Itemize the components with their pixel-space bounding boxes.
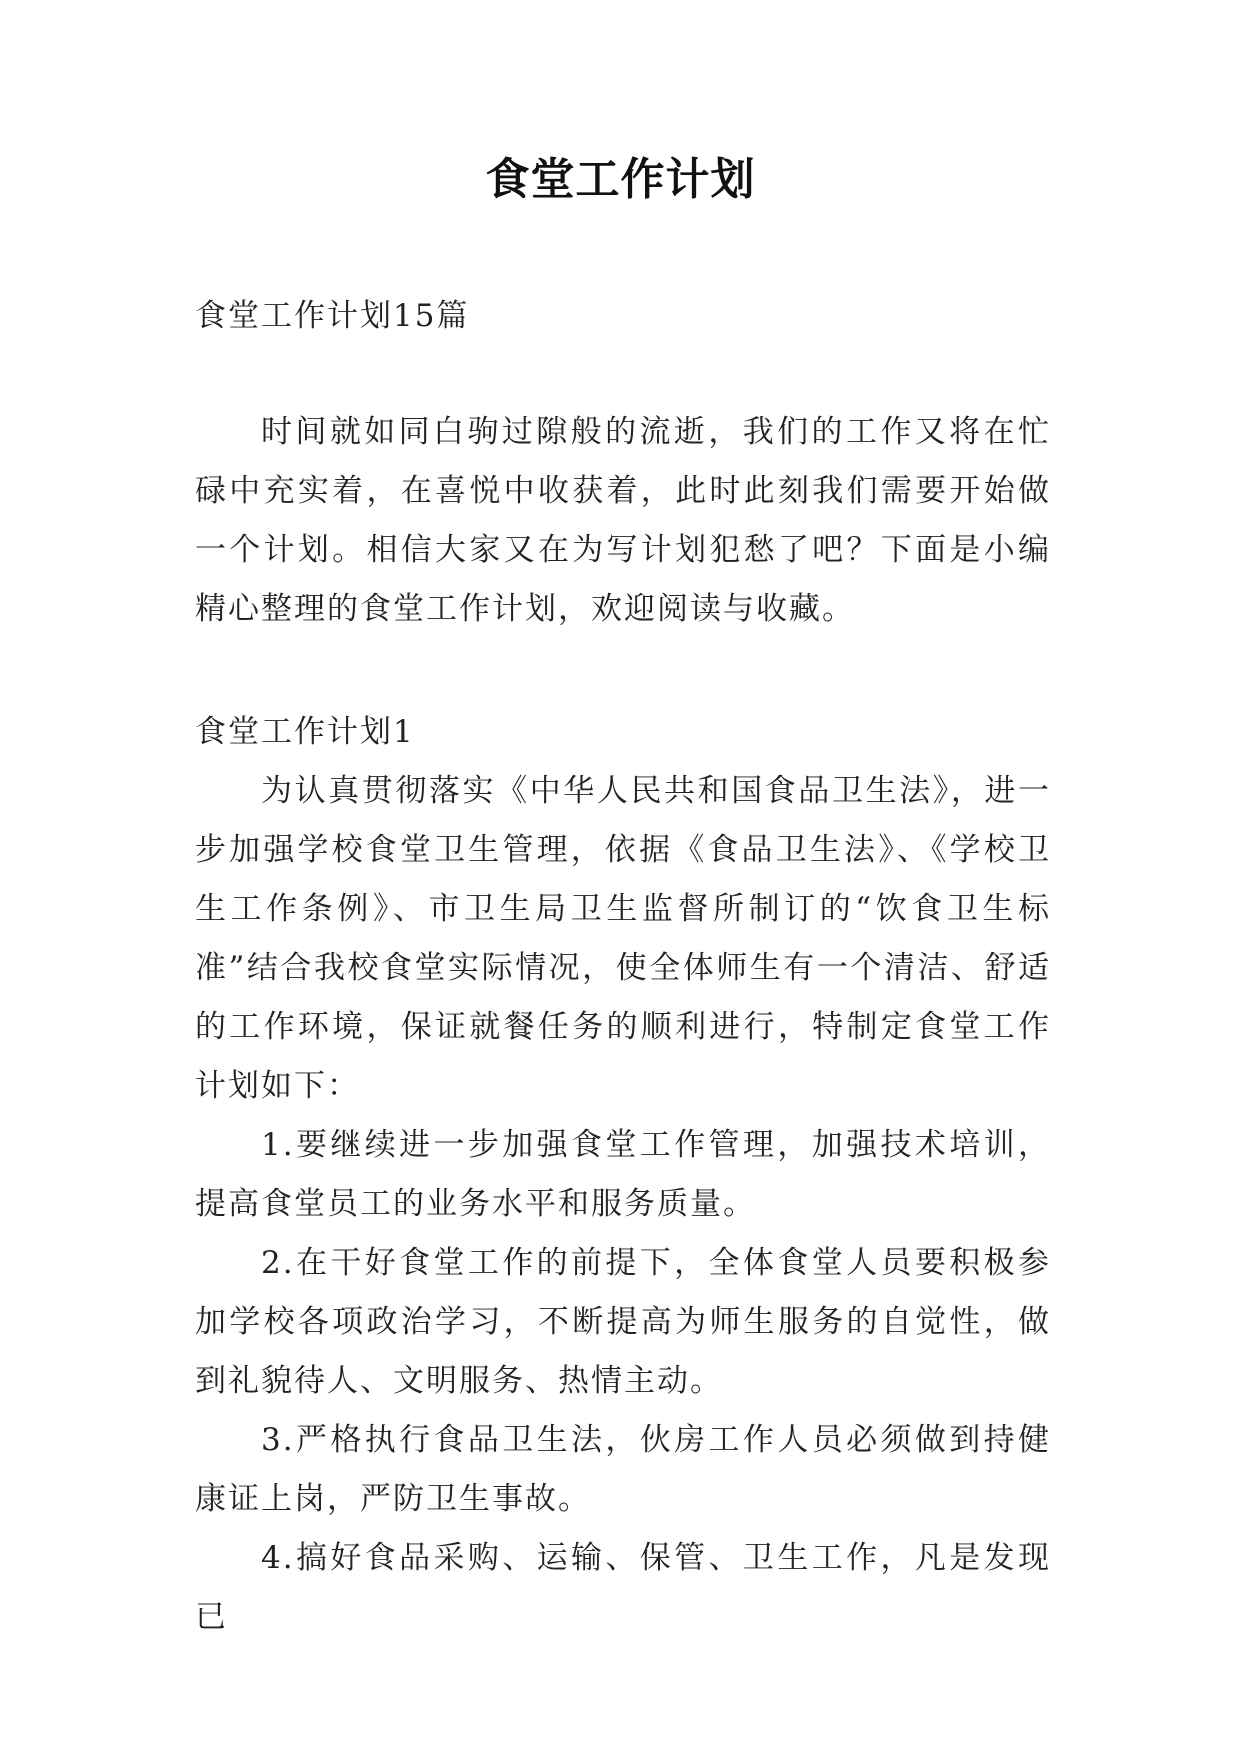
subtitle-block	[195, 287, 1051, 346]
document-title: 食堂工作计划	[485, 154, 756, 205]
body-paragraph-5: 4.搞好食品采购、运输、保管、卫生工作，凡是发现已	[195, 1540, 1051, 1635]
body-paragraph-3: 2.在干好食堂工作的前提下，全体食堂人员要积极参加学校各项政治学习，不断提高为师生服务的自觉性，做到礼貌待人、文明服务、热情主动。	[195, 1245, 1051, 1399]
document-subtitle: 食堂工作计划15篇	[195, 298, 470, 334]
body-paragraph-4: 3.严格执行食品卫生法，伙房工作人员必须做到持健康证上岗，严防卫生事故。	[195, 1422, 1051, 1517]
section-block	[195, 703, 1051, 1647]
body-paragraph-1: 为认真贯彻落实《中华人民共和国食品卫生法》，进一步加强学校食堂卫生管理，依据《食品卫生法》、《学校卫生工作条例》、市卫生局卫生监督所制订的“饮食卫生标准”结合我校食堂实际情况，使全体师生有一个清洁、舒适的工作环境，保证就餐任务的顺利进行，特制定食堂工作计划如下：	[195, 773, 1051, 1104]
intro-block	[195, 403, 1051, 639]
intro-paragraph: 时间就如同白驹过隙般的流逝，我们的工作又将在忙碌中充实着，在喜悦中收获着，此时此刻我们需要开始做一个计划。相信大家又在为写计划犯愁了吧？下面是小编精心整理的食堂工作计划，欢迎阅读与收藏。	[195, 414, 1051, 627]
body-paragraph-2: 1.要继续进一步加强食堂工作管理，加强技术培训，提高食堂员工的业务水平和服务质量。	[195, 1127, 1051, 1222]
section-heading: 食堂工作计划1	[195, 714, 415, 750]
